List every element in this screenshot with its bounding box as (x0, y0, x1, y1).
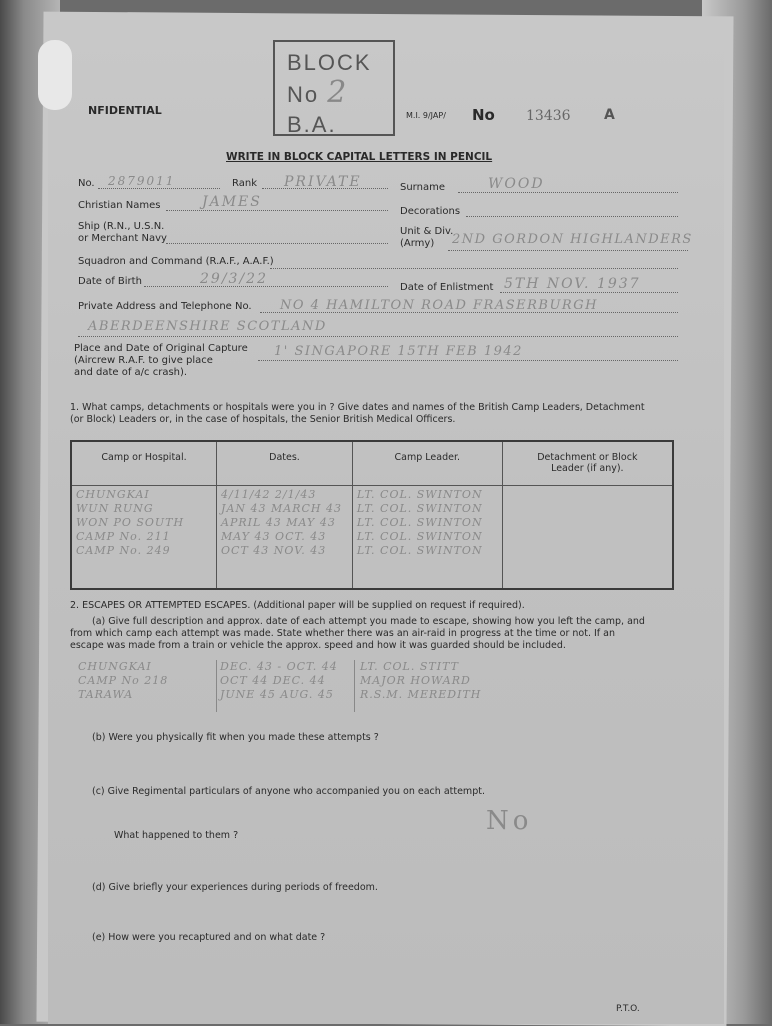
stamp-line-ba: B.A. (287, 112, 337, 137)
dates-entry: MAY 43 OCT. 43 (221, 529, 327, 543)
dob-label: Date of Birth (78, 276, 142, 287)
stamp-line-block: BLOCK (287, 50, 372, 75)
capture-label-3: and date of a/c crash). (74, 367, 188, 378)
squadron-label: Squadron and Command (R.A.F., A.A.F.) (78, 256, 274, 267)
pto-label: P.T.O. (616, 1004, 640, 1014)
form-number: 13436 (526, 108, 571, 124)
unit-label-2: (Army) (400, 238, 435, 249)
escape-camp-entry: CHUNGKAI (78, 660, 152, 673)
leader-entry: LT. COL. SWINTON (356, 529, 483, 543)
escape-divider-2 (354, 660, 355, 712)
dob-value: 29/3/22 (200, 271, 268, 287)
q2-c-followup: What happened to them ? (114, 830, 239, 841)
capture-label-1: Place and Date of Original Capture (74, 343, 248, 354)
q2-c: (c) Give Regimental particulars of anyone who accompanied you on each attempt. (92, 786, 485, 797)
q2-a-line-1: (a) Give full description and approx. date of each attempt you made to escape, showing how you left the camp, and (92, 616, 645, 627)
camp-entry: WUN RUNG (76, 501, 154, 515)
capture-line (258, 360, 678, 361)
q2-e: (e) How were you recaptured and on what date ? (92, 932, 326, 943)
dates-entry: 4/11/42 2/1/43 (221, 487, 317, 501)
dates-entry: APRIL 43 MAY 43 (221, 515, 336, 529)
instruction-heading: WRITE IN BLOCK CAPITAL LETTERS IN PENCIL (226, 151, 493, 163)
escape-leader-entry: LT. COL. STITT (360, 660, 459, 673)
camp-table (70, 440, 674, 590)
christian-names-label: Christian Names (78, 200, 161, 211)
surname-value: WOOD (488, 176, 545, 192)
ship-label-2: or Merchant Navy (78, 233, 167, 244)
leader-column (352, 485, 502, 589)
service-number-label: No. (78, 178, 95, 189)
q2-d: (d) Give briefly your experiences during periods of freedom. (92, 882, 378, 893)
camp-column (71, 485, 217, 589)
q2-b: (b) Were you physically fit when you made these attempts ? (92, 732, 379, 743)
enlistment-line (500, 292, 678, 293)
escape-leaders (360, 660, 510, 702)
service-number-line (98, 188, 220, 189)
stamp-line-number-row (287, 75, 381, 110)
camp-table-header (71, 441, 673, 485)
escape-camp-entry: TARAWA (78, 688, 134, 701)
capture-label-2: (Aircrew R.A.F. to give place (74, 355, 213, 366)
block-stamp (273, 40, 395, 136)
unit-value: 2ND GORDON HIGHLANDERS (452, 232, 693, 247)
address-label: Private Address and Telephone No. (78, 301, 252, 312)
unit-line (448, 250, 688, 251)
dates-column (217, 485, 353, 589)
camp-table-body (71, 485, 673, 589)
rank-value: PRIVATE (284, 174, 362, 190)
camp-entry: CHUNGKAI (76, 487, 150, 501)
christian-names-value: JAMES (202, 194, 262, 210)
q1-text-2: (or Block) Leaders or, in the case of hospitals, the Senior British Medical Officers. (70, 414, 456, 425)
escape-dates-entry: JUNE 45 AUG. 45 (220, 688, 334, 701)
dates-entry: JAN 43 MARCH 43 (221, 501, 342, 515)
number-label: No (472, 106, 495, 124)
form-number-suffix: A (604, 107, 615, 123)
q1-text-1: 1. What camps, detachments or hospitals were you in ? Give dates and names of the British Camp Leaders, Detachment (70, 402, 645, 413)
enlistment-value: 5TH NOV. 1937 (504, 276, 641, 292)
camp-entry: CAMP No. 249 (76, 543, 171, 557)
capture-value: 1' SINGAPORE 15TH FEB 1942 (274, 344, 523, 359)
christian-names-line (166, 210, 388, 211)
camp-entry: WON PO SOUTH (76, 515, 185, 529)
dates-entry: OCT 43 NOV. 43 (221, 543, 327, 557)
leader-entry: LT. COL. SWINTON (356, 515, 483, 529)
leader-entry: LT. COL. SWINTON (356, 501, 483, 515)
header-camp-leader: Camp Leader. (352, 441, 502, 485)
header-camp: Camp or Hospital. (71, 441, 217, 485)
q2-a-line-3: escape was made from a train or vehicle the approx. speed and how it was guarded should be included. (70, 640, 566, 651)
header-dates: Dates. (217, 441, 353, 485)
surname-label: Surname (400, 182, 445, 193)
escape-dates-entry: OCT 44 DEC. 44 (220, 674, 326, 687)
surname-line (458, 192, 678, 193)
escape-leader-entry: MAJOR HOWARD (360, 674, 471, 687)
ship-line (166, 243, 388, 244)
escape-camp-entry: CAMP No 218 (78, 674, 169, 687)
enlistment-label: Date of Enlistment (400, 282, 494, 293)
classification-label: NFIDENTIAL (88, 104, 162, 117)
stamp-hw-number: 2 (327, 75, 349, 110)
detachment-column (502, 485, 673, 589)
q2-heading: 2. ESCAPES OR ATTEMPTED ESCAPES. (Additional paper will be supplied on request if required). (70, 600, 525, 611)
escape-dates-entry: DEC. 43 - OCT. 44 (220, 660, 338, 673)
escape-dates (220, 660, 360, 702)
binder-tag (38, 40, 72, 110)
address-value-2: ABERDEENSHIRE SCOTLAND (88, 319, 327, 334)
document-page (48, 18, 724, 1024)
escape-camps (78, 660, 214, 702)
camp-entry: CAMP No. 211 (76, 529, 171, 543)
decorations-label: Decorations (400, 206, 461, 217)
rank-label: Rank (232, 178, 257, 189)
ship-label-1: Ship (R.N., U.S.N. (78, 221, 165, 232)
decorations-line (466, 216, 678, 217)
squadron-line (270, 268, 678, 269)
service-number-value: 2879011 (108, 174, 176, 188)
leader-entry: LT. COL. SWINTON (356, 543, 483, 557)
escape-leader-entry: R.S.M. MEREDITH (360, 688, 482, 701)
leader-entry: LT. COL. SWINTON (356, 487, 483, 501)
header-detachment-leader: Detachment or Block Leader (if any). (502, 441, 673, 485)
reference-code: M.I. 9/JAP/ (406, 111, 446, 120)
escape-divider-1 (216, 660, 217, 712)
answer-no: No (486, 806, 533, 836)
unit-label-1: Unit & Div. (400, 226, 454, 237)
address-value-1: NO 4 HAMILTON ROAD FRASERBURGH (280, 298, 598, 313)
stamp-line-no: No (287, 82, 320, 107)
address-line-2 (78, 336, 678, 337)
q2-a-line-2: from which camp each attempt was made. State whether there was an air-raid in progress at the time or not. If an (70, 628, 616, 639)
